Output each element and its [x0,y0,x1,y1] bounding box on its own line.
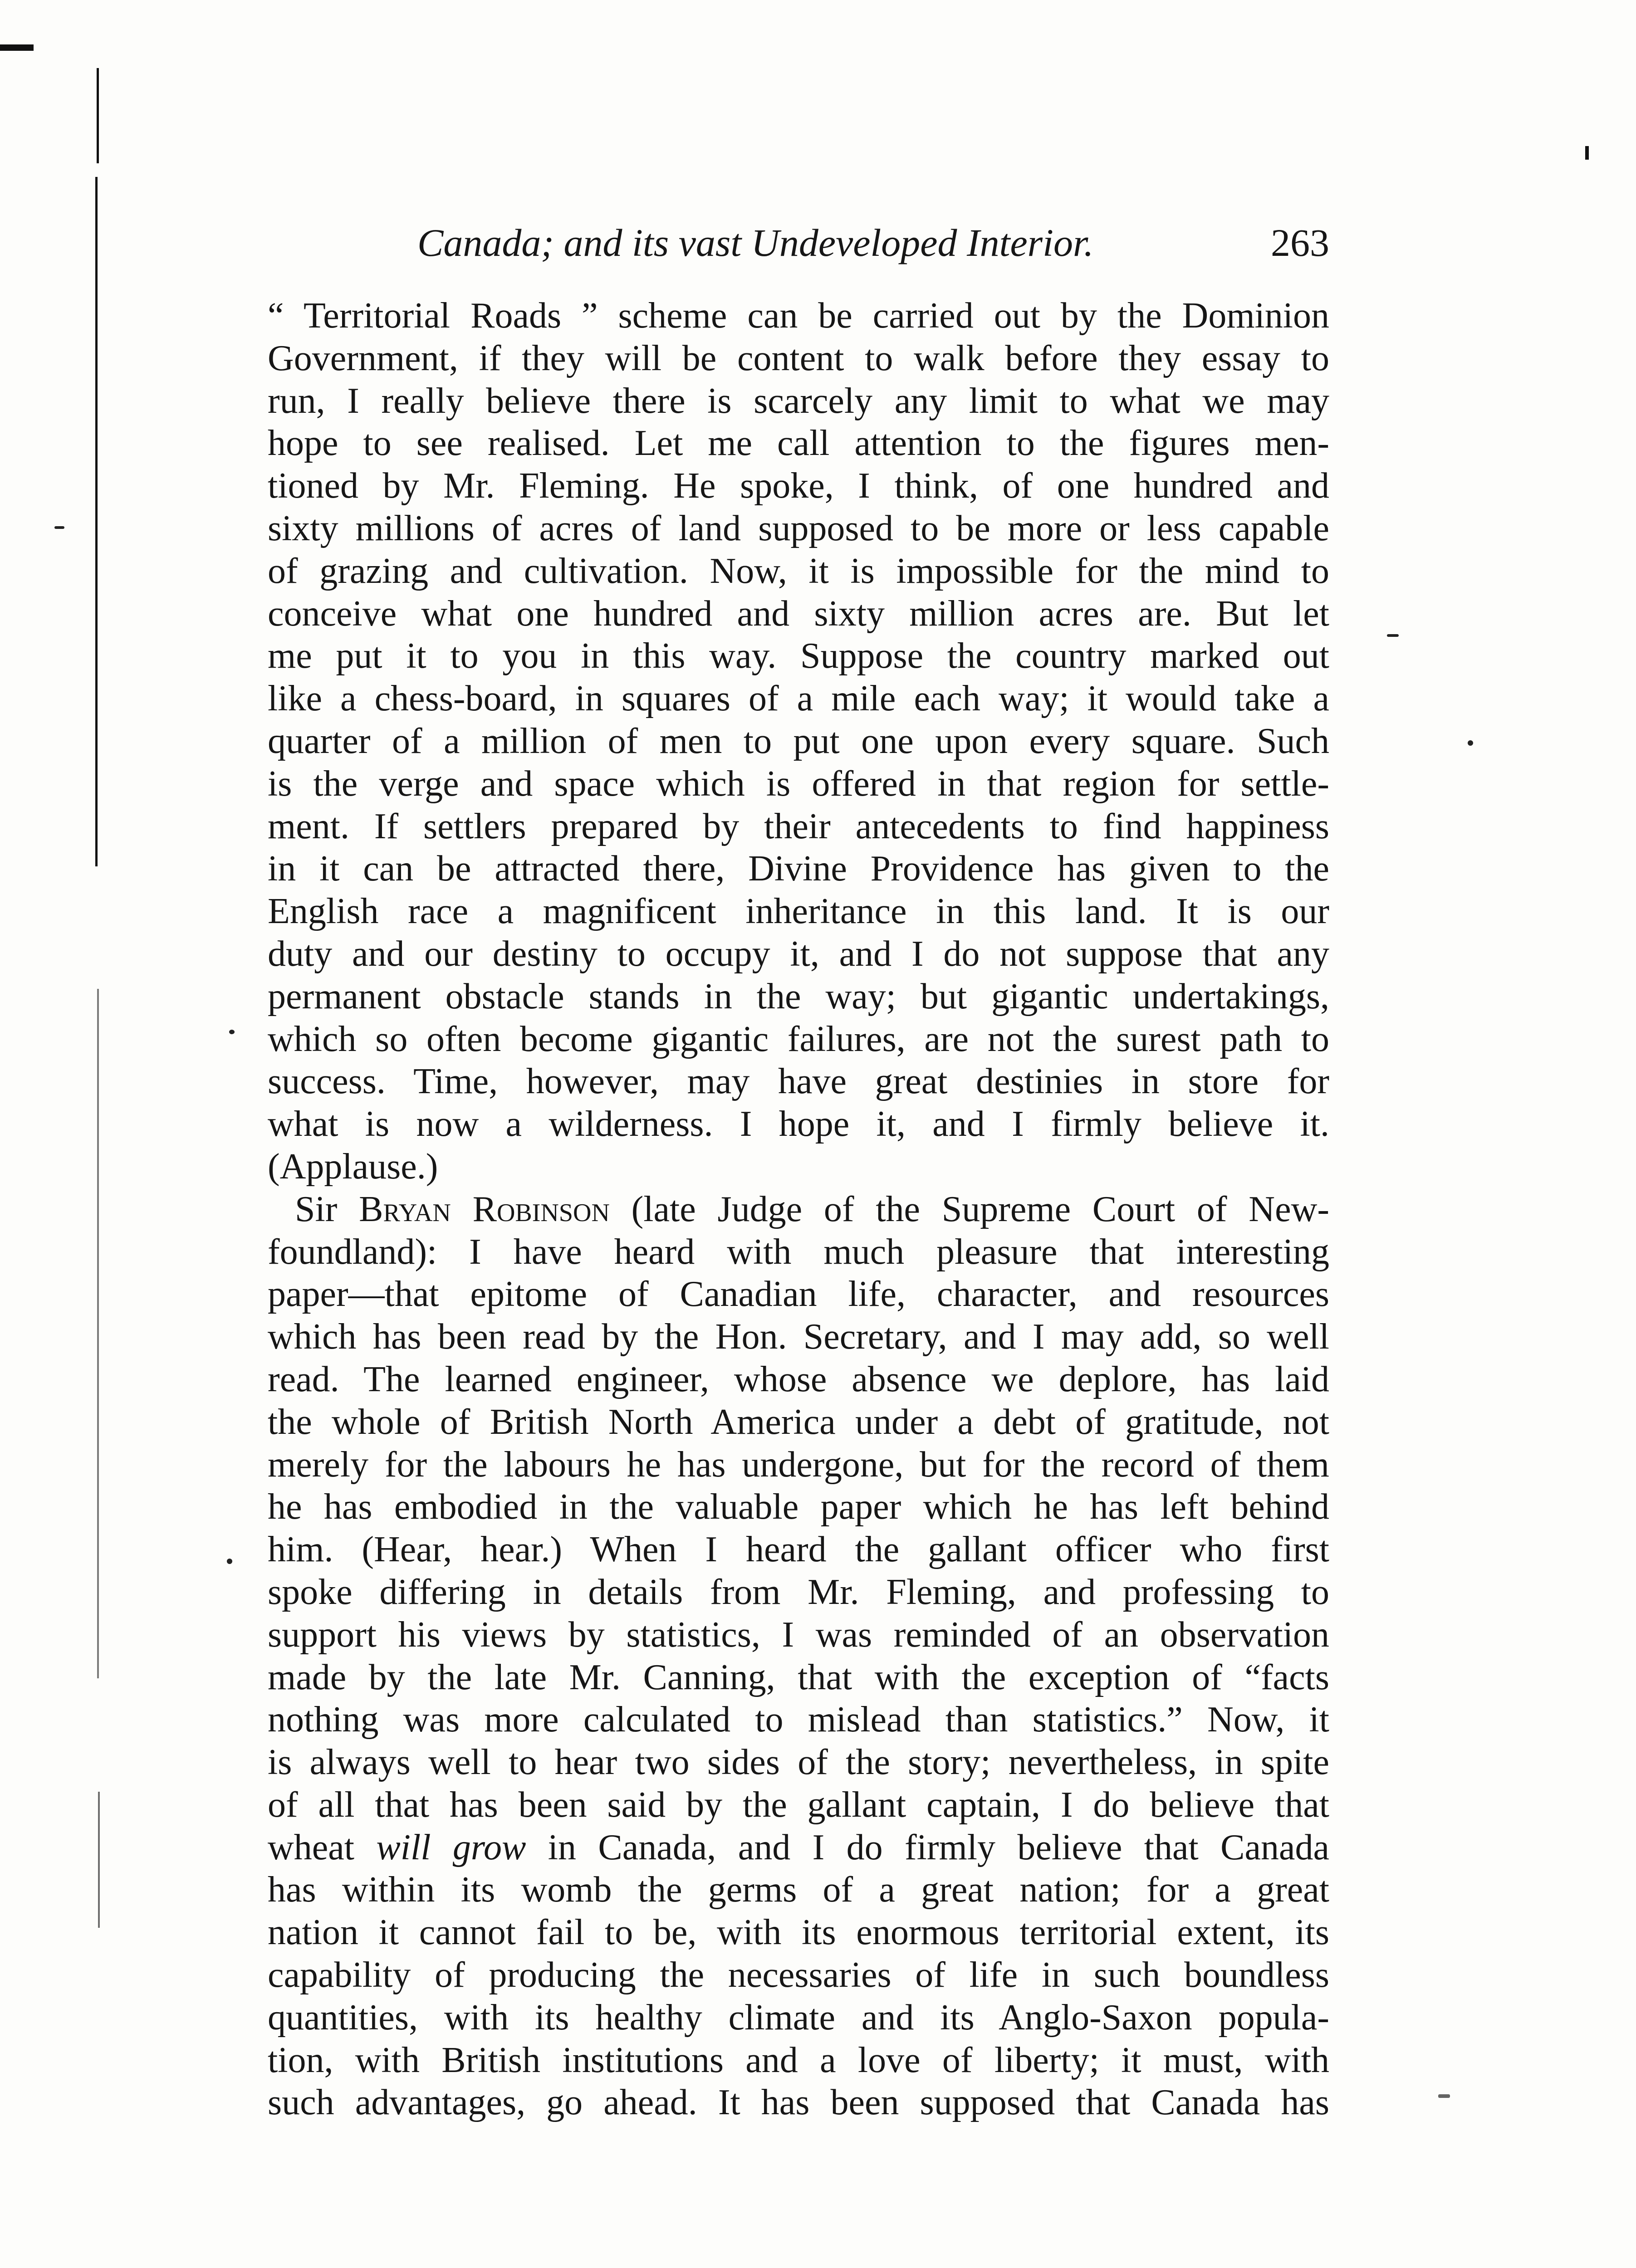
text-line: nothing was more calculated to mislead than statistics.” Now, it [268,1700,1329,1740]
text-line: made by the late Mr. Canning, that with the exception of “facts [268,1657,1329,1697]
running-title: Canada; and its vast Undeveloped Interior. [417,221,1094,264]
text-line: support his views by statistics, I was reminded of an observation [268,1614,1329,1655]
text-line: “ Territorial Roads ” scheme can be carried out by the Dominion [268,296,1329,336]
speck-4 [1387,634,1399,637]
speck-3 [227,1559,232,1564]
wheat-line-end: in Canada, and I do firmly believe that Canada [526,1827,1330,1867]
text-line: duty and our destiny to occupy it, and I do not suppose that any [268,934,1329,974]
text-line: him. (Hear, hear.) When I heard the gallant officer who first [268,1530,1329,1570]
text-line: spoke differing in details from Mr. Fleming, and professing to [268,1572,1329,1612]
wheat-line-start: wheat [268,1827,377,1867]
text-line: merely for the labours he has undergone, but for the record of them [268,1444,1329,1485]
text-line: in it can be attracted there, Divine Providence has given to the [268,849,1329,889]
page-number: 263 [1271,221,1329,264]
wheat-line-italic: will grow [376,1827,526,1867]
text-line: quantities, with its healthy climate and its Anglo-Saxon popula- [268,1997,1329,2038]
text-line: ment. If settlers prepared by their antecedents to find happiness [268,806,1329,846]
text-line: of grazing and cultivation. Now, it is impossible for the mind to [268,551,1329,591]
scan-edge-line-upper [97,68,99,163]
text-line: permanent obstacle stands in the way; but gigantic undertakings, [268,976,1329,1017]
text-line: Government, if they will be content to walk before they essay to [268,338,1329,378]
text-line: English race a magnificent inheritance in this land. It is our [268,891,1329,932]
text-line: sixty millions of acres of land supposed to be more or less capable [268,508,1329,548]
text-line: tioned by Mr. Fleming. He spoke, I think, of one hundred and [268,466,1329,506]
text-line: which has been read by the Hon. Secretary, and I may add, so well [268,1317,1329,1357]
speck-1 [1468,740,1473,746]
text-line: me put it to you in this way. Suppose the country marked out [268,636,1329,676]
text-line: success. Time, however, may have great destinies in store for [268,1061,1329,1102]
scan-mark-right [1585,146,1589,160]
text-line: quarter of a million of men to put one upon every square. Such [268,721,1329,761]
speaker-prefix: Sir [295,1189,359,1229]
text-line: is always well to hear two sides of the story; nevertheless, in spite [268,1742,1329,1783]
scan-mark-top-left [0,44,34,51]
scan-edge-line-main [95,177,98,866]
text-line: conceive what one hundred and sixty million acres are. But let [268,593,1329,634]
speck-6 [1438,2094,1450,2098]
wheat-line [268,1827,1329,1869]
text-line: the whole of British North America under a debt of gratitude, not [268,1402,1329,1442]
text-line: hope to see realised. Let me call attention to the figures men- [268,423,1329,464]
speck-2 [229,1030,235,1034]
text-line: what is now a wilderness. I hope it, and I firmly believe it. [268,1104,1329,1144]
text-line: nation it cannot fail to be, with its enormous territorial extent, its [268,1912,1329,1953]
body-text [268,295,1329,2124]
text-line: read. The learned engineer, whose absence we deplore, has laid [268,1359,1329,1399]
paragraph-1 [268,295,1329,1188]
paragraph-2 [268,1188,1329,2125]
text-line: which so often become gigantic failures, are not the surest path to [268,1019,1329,1059]
text-line: (Applause.) [268,1146,438,1187]
speck-5 [54,526,64,529]
speaker-line [268,1188,1329,1231]
text-line: like a chess-board, in squares of a mile each way; it would take a [268,679,1329,719]
text-line: run, I really believe there is scarcely any limit to what we may [268,381,1329,421]
text-line: is the verge and space which is offered in that region for settle- [268,763,1329,804]
speaker-line-rest: (late Judge of the Supreme Court of New- [609,1189,1330,1229]
text-line: paper—that epitome of Canadian life, character, and resources [268,1274,1329,1315]
running-header [272,218,1329,268]
text-line: such advantages, go ahead. It has been supposed that Canada has [268,2082,1329,2123]
scan-edge-line-bottom [98,1792,100,1928]
text-line: foundland): I have heard with much pleasure that interesting [268,1232,1329,1272]
text-line: has within its womb the germs of a great nation; for a great [268,1870,1329,1910]
speaker-name: Bryan Robinson [359,1189,610,1229]
text-line: capability of producing the necessaries of life in such boundless [268,1955,1329,1995]
text-line: of all that has been said by the gallant captain, I do believe that [268,1784,1329,1825]
text-line: he has embodied in the valuable paper which he has left behind [268,1487,1329,1527]
scan-edge-line-lower [97,989,99,1678]
text-line: tion, with British institutions and a love of liberty; it must, with [268,2040,1329,2080]
